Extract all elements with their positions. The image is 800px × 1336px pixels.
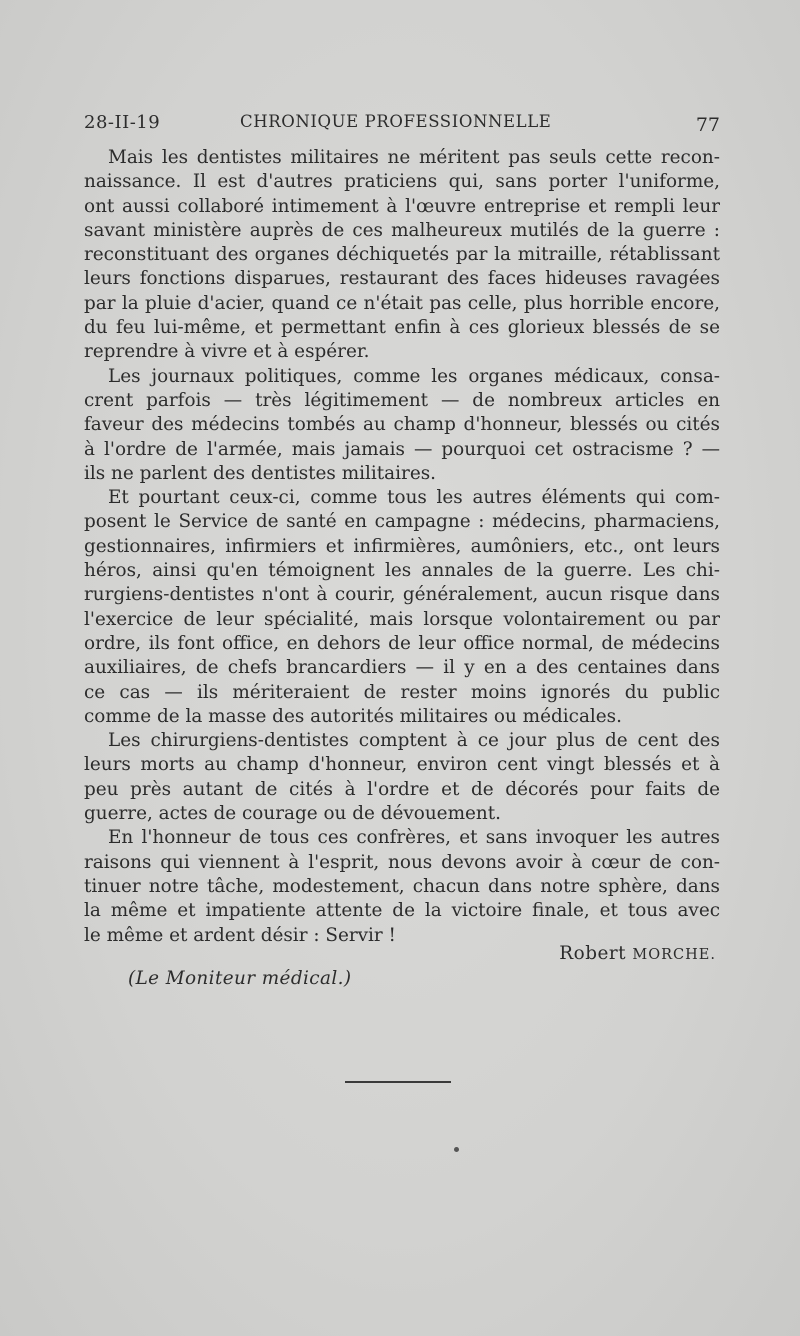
text-line: l'exercice de leur spécialité, mais lorsque volontairement ou par — [84, 608, 720, 630]
text-line: par la pluie d'acier, quand ce n'était pas celle, plus horrible encore, — [84, 292, 720, 314]
text-line: rurgiens-dentistes n'ont à courir, généralement, aucun risque dans — [84, 584, 720, 606]
text-line: ont aussi collaboré intimement à l'œuvre entreprise et rempli leur — [84, 195, 720, 217]
text-line: posent le Service de santé en campagne : médecins, pharmaciens, — [84, 511, 720, 533]
text-line: gestionnaires, infirmiers et infirmières, aumôniers, etc., ont leurs — [84, 535, 720, 557]
text-line: reprendre à vivre et à espérer. — [84, 341, 370, 363]
text-line: du feu lui-même, et permettant enfin à ces glorieux blessés de se — [84, 317, 720, 339]
text-line: faveur des médecins tombés au champ d'honneur, blessés ou cités — [84, 414, 720, 436]
author-signature — [559, 943, 716, 964]
text-line: ce cas — ils mériteraient de rester moins ignorés du public — [84, 681, 720, 703]
text-line: Mais les dentistes militaires ne méritent pas seuls cette recon- — [108, 147, 720, 168]
text-line: ils ne parlent des dentistes militaires. — [84, 462, 436, 484]
text-line: tinuer notre tâche, modestement, chacun dans notre sphère, dans — [84, 875, 720, 897]
text-line: héros, ainsi qu'en témoignent les annales de la guerre. Les chi- — [84, 560, 720, 582]
text-line: raisons qui viennent à l'esprit, nous devons avoir à cœur de con- — [84, 851, 720, 873]
text-line: le même et ardent désir : Servir ! — [84, 924, 396, 946]
running-title: CHRONIQUE PROFESSIONNELLE — [240, 112, 552, 131]
section-divider — [345, 1081, 451, 1083]
text-line: naissance. Il est d'autres praticiens qui, sans porter l'uniforme, — [84, 171, 720, 193]
text-line: Et pourtant ceux-ci, comme tous les autres éléments qui com- — [108, 487, 720, 509]
text-line: la même et impatiente attente de la victoire finale, et tous avec — [84, 900, 720, 922]
text-line: leurs morts au champ d'honneur, environ cent vingt blessés et à — [84, 754, 720, 776]
page-number: 77 — [695, 114, 720, 136]
issue-date: 28-II-19 — [84, 112, 161, 133]
source-citation: (Le Moniteur médical.) — [128, 968, 352, 989]
text-line: leurs fonctions disparues, restaurant des faces hideuses ravagées — [84, 268, 720, 290]
running-header — [84, 112, 720, 140]
text-line: auxiliaires, de chefs brancardiers — il y en a des centaines dans — [84, 657, 720, 679]
author-last-name: MORCHE. — [632, 947, 716, 963]
author-first-name: Robert — [559, 943, 627, 964]
text-line: ordre, ils font office, en dehors de leur office normal, de médecins — [84, 632, 720, 654]
text-line: reconstituant des organes déchiquetés par la mitraille, rétablissant — [84, 244, 720, 266]
text-line: crent parfois — très légitimement — de nombreux articles en — [84, 389, 720, 411]
text-line: peu près autant de cités à l'ordre et de décorés pour faits de — [84, 778, 720, 800]
text-line: Les journaux politiques, comme les organes médicaux, consa- — [108, 365, 720, 387]
text-line: Les chirurgiens-dentistes comptent à ce jour plus de cent des — [108, 730, 720, 752]
text-line: comme de la masse des autorités militaires ou médicales. — [84, 705, 622, 727]
text-line: à l'ordre de l'armée, mais jamais — pourquoi cet ostracisme ? — — [84, 438, 720, 460]
text-line: En l'honneur de tous ces confrères, et sans invoquer les autres — [108, 827, 720, 849]
text-line: savant ministère auprès de ces malheureux mutilés de la guerre : — [84, 219, 720, 241]
text-line: guerre, actes de courage ou de dévouement. — [84, 803, 501, 825]
article-body — [84, 146, 720, 948]
print-speck — [454, 1147, 459, 1152]
